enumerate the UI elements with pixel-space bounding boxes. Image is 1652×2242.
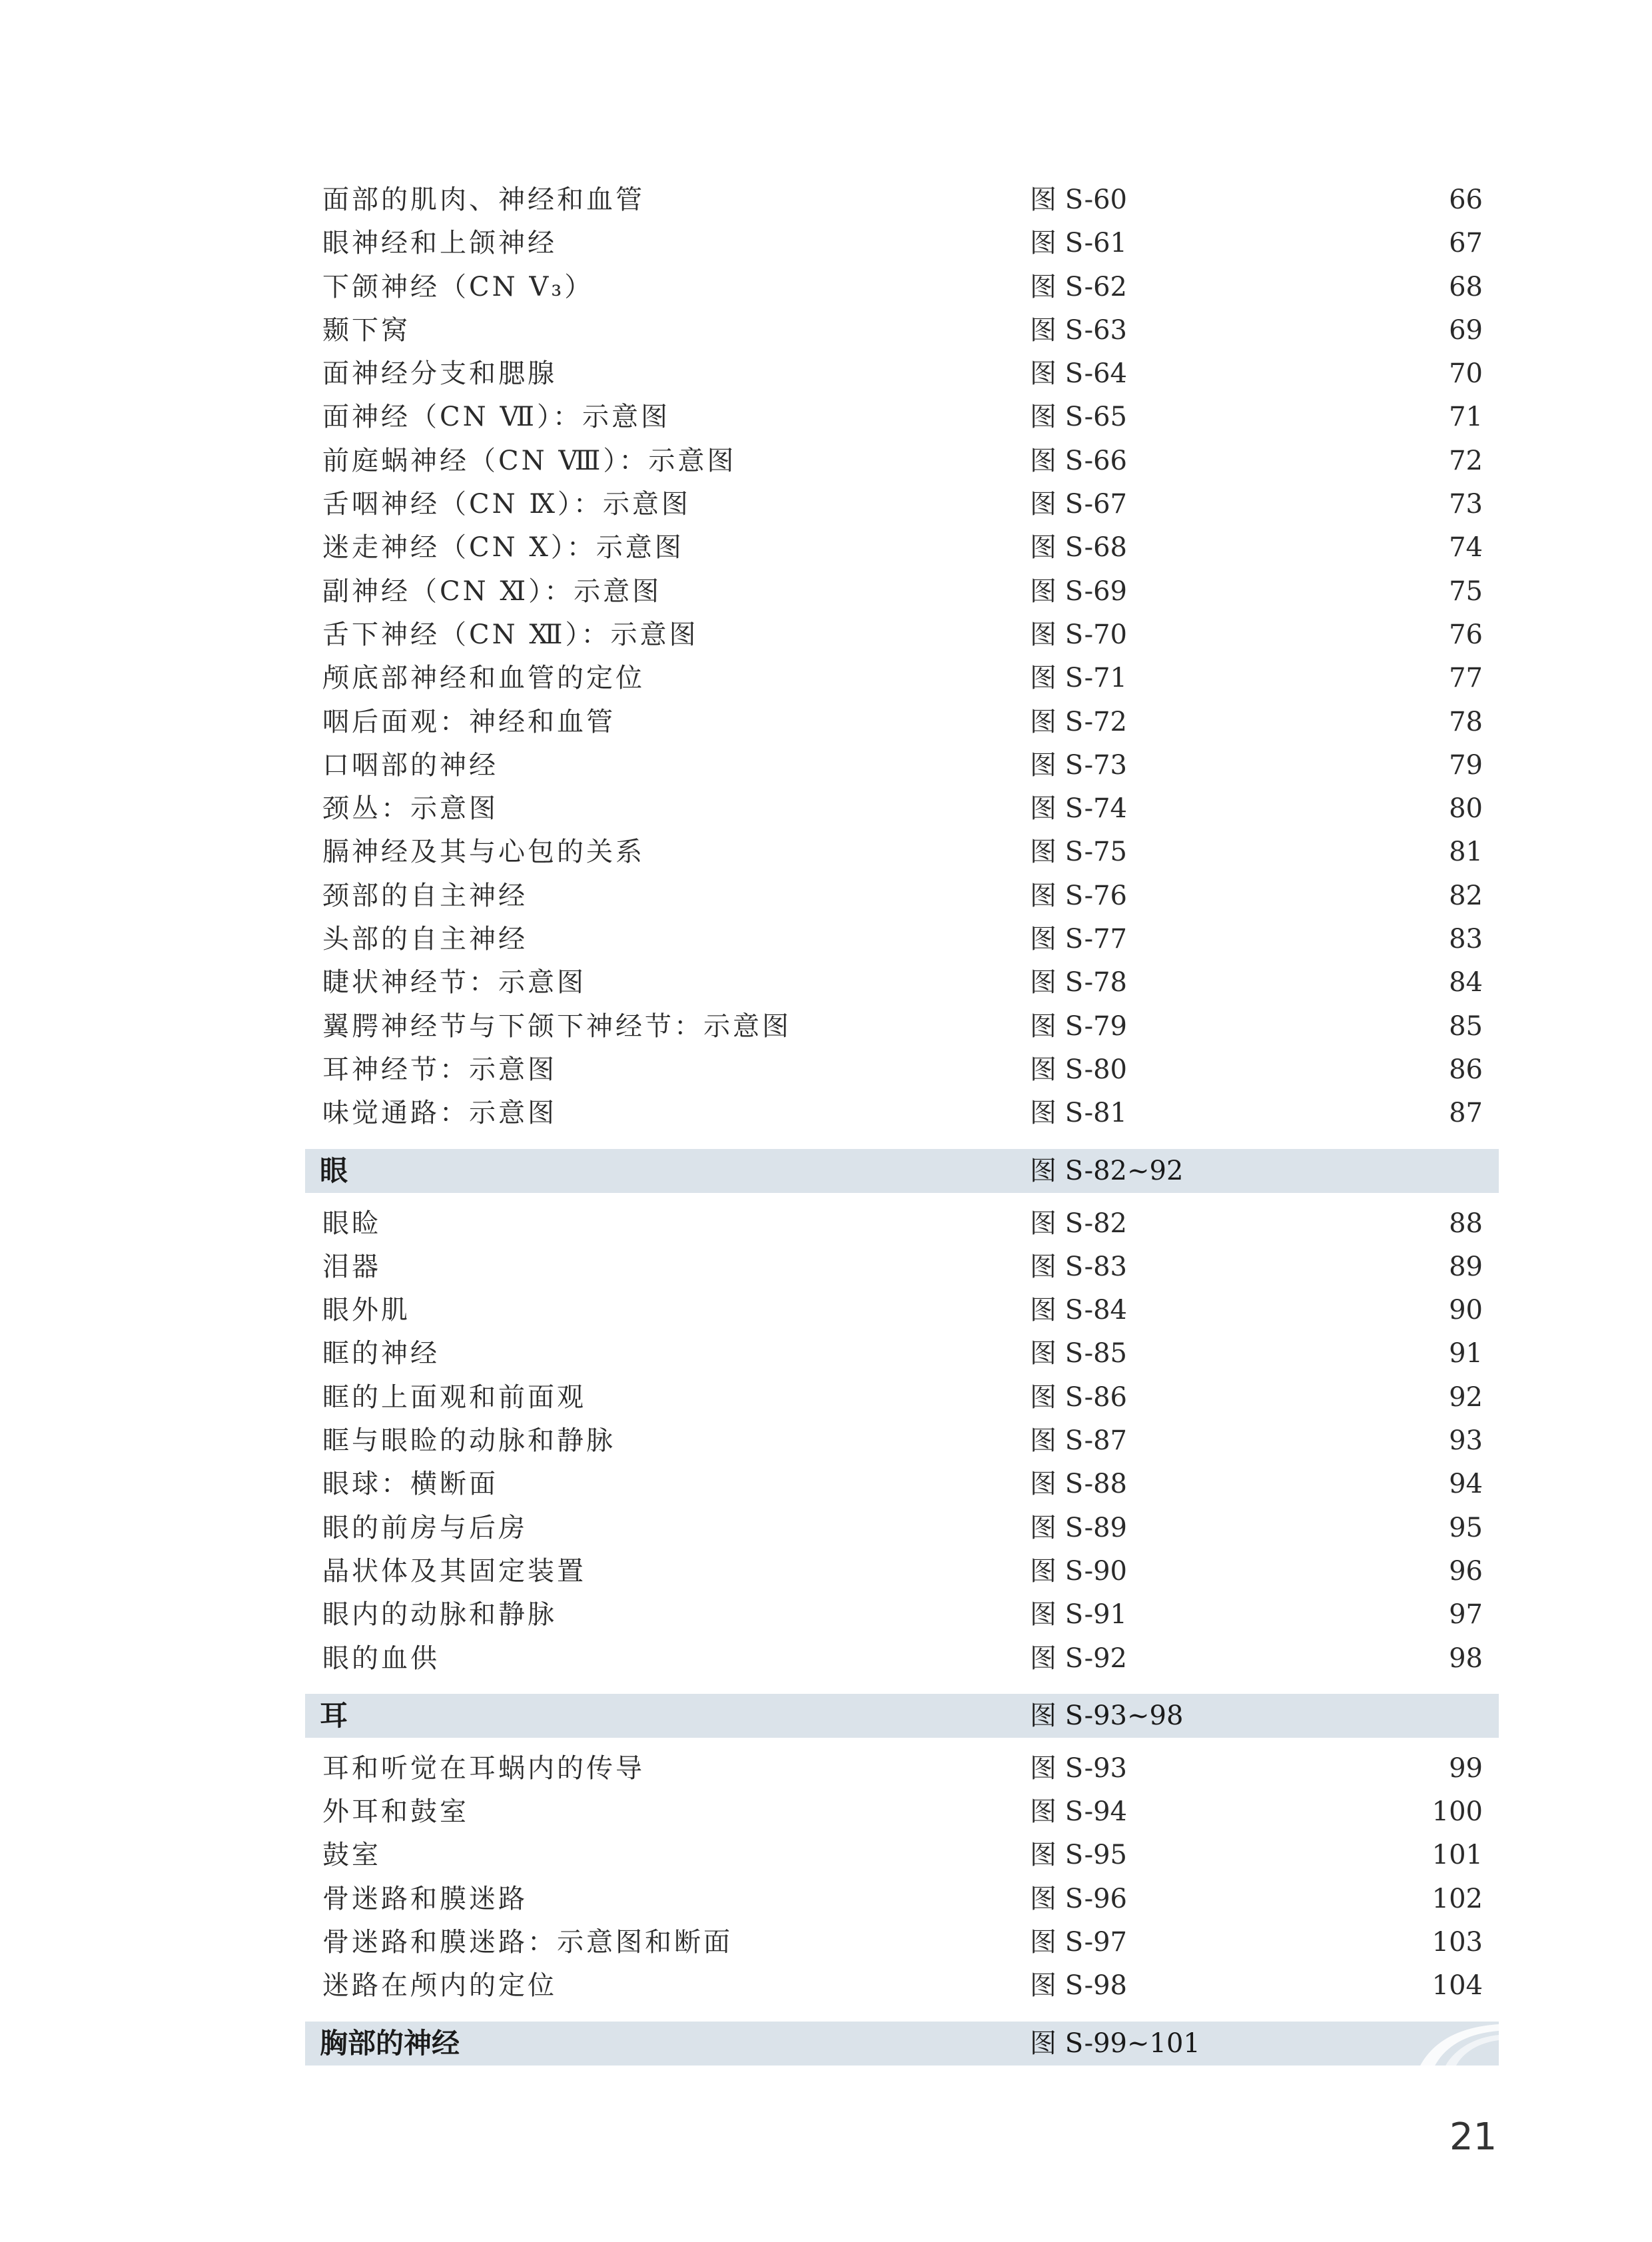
figure-ref: 图 S-88 (1030, 1469, 1127, 1500)
section-title: 眼 (320, 1154, 348, 1187)
figure-ref: 图 S-60 (1030, 185, 1127, 215)
page-ref: 87 (1449, 1098, 1483, 1129)
entry-title: 眶的上面观和前面观 (322, 1381, 586, 1413)
entry-title: 外耳和鼓室 (322, 1796, 469, 1828)
section-header (305, 2022, 1499, 2065)
toc-entry (305, 1376, 1499, 1419)
entry-title: 颈部的自主神经 (322, 880, 528, 911)
figure-ref: 图 S-98 (1030, 1970, 1127, 2002)
toc-entry (305, 222, 1499, 265)
toc-entry (305, 1878, 1499, 1921)
figure-ref: 图 S-90 (1030, 1555, 1127, 1587)
entry-title: 鼓室 (322, 1840, 381, 1871)
page-ref: 70 (1449, 358, 1483, 390)
page-ref: 98 (1449, 1643, 1483, 1674)
page-ref: 86 (1449, 1054, 1483, 1085)
toc-entry (305, 526, 1499, 569)
page-ref: 103 (1432, 1926, 1483, 1958)
figure-ref: 图 S-79 (1030, 1010, 1127, 1042)
page-ref: 80 (1449, 793, 1483, 825)
entry-title: 眶的神经 (322, 1338, 440, 1369)
page-ref: 94 (1449, 1469, 1483, 1500)
page-ref: 89 (1449, 1251, 1483, 1282)
figure-ref: 图 S-92 (1030, 1643, 1127, 1674)
page-ref: 93 (1449, 1425, 1483, 1457)
toc-entry (305, 1463, 1499, 1506)
toc-entry (305, 570, 1499, 613)
figure-ref: 图 S-72 (1030, 706, 1127, 737)
toc-entry (305, 744, 1499, 787)
toc-entry (305, 396, 1499, 439)
toc-entry (305, 657, 1499, 700)
figure-ref: 图 S-76 (1030, 880, 1127, 911)
figure-ref: 图 S-81 (1030, 1098, 1127, 1129)
figure-ref: 图 S-69 (1030, 575, 1127, 607)
page-ref: 69 (1449, 314, 1483, 346)
entry-title: 眼神经和上颌神经 (322, 228, 557, 259)
entry-title: 眶与眼睑的动脉和静脉 (322, 1425, 616, 1457)
page-ref: 88 (1449, 1208, 1483, 1239)
figure-ref: 图 S-86 (1030, 1381, 1127, 1413)
figure-ref: 图 S-66 (1030, 445, 1127, 476)
entry-title: 味觉通路：示意图 (322, 1098, 557, 1129)
figure-ref: 图 S-64 (1030, 358, 1127, 390)
entry-title: 骨迷路和膜迷路：示意图和断面 (322, 1926, 733, 1958)
page-ref: 75 (1449, 575, 1483, 607)
entry-title: 翼腭神经节与下颌下神经节：示意图 (322, 1010, 791, 1042)
entry-title: 眼外肌 (322, 1295, 410, 1326)
entry-title: 颞下窝 (322, 314, 410, 346)
entry-title: 眼的前房与后房 (322, 1512, 528, 1543)
figure-ref: 图 S-85 (1030, 1338, 1127, 1369)
page-ref: 85 (1449, 1010, 1483, 1042)
figure-ref: 图 S-87 (1030, 1425, 1127, 1457)
toc-entry (305, 918, 1499, 961)
toc-entry (305, 831, 1499, 874)
toc-entry (305, 1419, 1499, 1463)
toc-entry (305, 1637, 1499, 1681)
page-ref: 91 (1449, 1338, 1483, 1369)
toc-entry (305, 1005, 1499, 1048)
entry-title: 副神经（CN Ⅺ）：示意图 (322, 575, 662, 607)
page-ref: 99 (1449, 1752, 1483, 1784)
figure-ref: 图 S-91 (1030, 1599, 1127, 1631)
toc-entry (305, 961, 1499, 1004)
page-ref: 95 (1449, 1512, 1483, 1543)
page-ref: 77 (1449, 663, 1483, 694)
toc-entry (305, 1593, 1499, 1637)
figure-ref: 图 S-78 (1030, 967, 1127, 998)
toc-entry (305, 266, 1499, 309)
figure-ref: 图 S-74 (1030, 793, 1127, 825)
page-ref: 66 (1449, 185, 1483, 215)
page-ref: 83 (1449, 924, 1483, 955)
entry-title: 眼球：横断面 (322, 1469, 498, 1500)
toc-entry (305, 1332, 1499, 1375)
toc-entry (305, 1246, 1499, 1289)
entry-title: 舌咽神经（CN Ⅸ）：示意图 (322, 489, 691, 520)
figure-ref: 图 S-68 (1030, 532, 1127, 563)
entry-title: 晶状体及其固定装置 (322, 1555, 586, 1587)
figure-ref: 图 S-67 (1030, 489, 1127, 520)
toc-entry (305, 179, 1499, 222)
toc-entry (305, 613, 1499, 657)
figure-ref: 图 S-70 (1030, 619, 1127, 650)
entry-title: 舌下神经（CN Ⅻ）：示意图 (322, 619, 699, 650)
entry-title: 面部的肌肉、神经和血管 (322, 185, 645, 215)
toc-entry (305, 1202, 1499, 1246)
toc-entry (305, 1507, 1499, 1550)
page-ref: 90 (1449, 1295, 1483, 1326)
page-ref: 97 (1449, 1599, 1483, 1631)
page-ref: 104 (1432, 1970, 1483, 2002)
page-ref: 102 (1432, 1883, 1483, 1914)
section-header (305, 1694, 1499, 1738)
section-title: 胸部的神经 (320, 2026, 460, 2059)
toc-entry (305, 701, 1499, 744)
entry-title: 骨迷路和膜迷路 (322, 1883, 528, 1914)
figure-ref: 图 S-71 (1030, 663, 1127, 694)
entry-title: 眼内的动脉和静脉 (322, 1599, 557, 1631)
entry-title: 面神经分支和腮腺 (322, 358, 557, 390)
page-ref: 79 (1449, 749, 1483, 781)
figure-ref: 图 S-89 (1030, 1512, 1127, 1543)
figure-ref: 图 S-73 (1030, 749, 1127, 781)
toc-entry (305, 309, 1499, 352)
entry-title: 下颌神经（CN V₃） (322, 271, 594, 302)
figure-ref: 图 S-77 (1030, 924, 1127, 955)
figure-ref: 图 S-65 (1030, 402, 1127, 433)
entry-title: 面神经（CN Ⅶ）：示意图 (322, 402, 670, 433)
entry-title: 耳和听觉在耳蜗内的传导 (322, 1752, 645, 1784)
entry-title: 膈神经及其与心包的关系 (322, 837, 645, 868)
figure-ref: 图 S-99~101 (1030, 2028, 1200, 2059)
figure-ref: 图 S-95 (1030, 1840, 1127, 1871)
entry-title: 睫状神经节：示意图 (322, 967, 586, 998)
figure-ref: 图 S-61 (1030, 228, 1127, 259)
page-ref: 73 (1449, 489, 1483, 520)
entry-title: 泪器 (322, 1251, 381, 1282)
figure-ref: 图 S-62 (1030, 271, 1127, 302)
figure-ref: 图 S-80 (1030, 1054, 1127, 1085)
entry-title: 口咽部的神经 (322, 749, 498, 781)
figure-ref: 图 S-83 (1030, 1251, 1127, 1282)
toc-entry (305, 352, 1499, 396)
toc-entry (305, 483, 1499, 526)
figure-ref: 图 S-75 (1030, 837, 1127, 868)
toc-entry (305, 1747, 1499, 1790)
toc-entry (305, 1921, 1499, 1964)
toc-entry (305, 787, 1499, 831)
page-ref: 96 (1449, 1555, 1483, 1587)
entry-title: 眼的血供 (322, 1643, 440, 1674)
entry-title: 颈丛：示意图 (322, 793, 498, 825)
entry-title: 迷走神经（CN Ⅹ）：示意图 (322, 532, 684, 563)
section-title: 耳 (320, 1698, 348, 1732)
figure-ref: 图 S-84 (1030, 1295, 1127, 1326)
entry-title: 眼睑 (322, 1208, 381, 1239)
figure-ref: 图 S-63 (1030, 314, 1127, 346)
page-ref: 92 (1449, 1381, 1483, 1413)
page-ref: 68 (1449, 271, 1483, 302)
entry-title: 咽后面观：神经和血管 (322, 706, 616, 737)
page-ref: 100 (1432, 1796, 1483, 1828)
entry-title: 迷路在颅内的定位 (322, 1970, 557, 2002)
page-ref: 84 (1449, 967, 1483, 998)
section-header (305, 1149, 1499, 1193)
entry-title: 前庭蜗神经（CN Ⅷ）：示意图 (322, 445, 737, 476)
figure-ref: 图 S-82~92 (1030, 1155, 1184, 1186)
entry-title: 耳神经节：示意图 (322, 1054, 557, 1085)
toc-entry (305, 440, 1499, 483)
decorative-swoosh-icon (1392, 2022, 1499, 2065)
page-ref: 76 (1449, 619, 1483, 650)
toc-entry (305, 875, 1499, 918)
figure-ref: 图 S-96 (1030, 1883, 1127, 1914)
toc-entry (305, 1048, 1499, 1092)
table-of-contents (305, 179, 1499, 2075)
figure-ref: 图 S-94 (1030, 1796, 1127, 1828)
figure-ref: 图 S-93 (1030, 1752, 1127, 1784)
toc-entry (305, 1964, 1499, 2008)
figure-ref: 图 S-93~98 (1030, 1700, 1184, 1731)
toc-entry (305, 1550, 1499, 1593)
figure-ref: 图 S-97 (1030, 1926, 1127, 1958)
page-ref: 72 (1449, 445, 1483, 476)
page-ref: 82 (1449, 880, 1483, 911)
toc-entry (305, 1790, 1499, 1834)
toc-entry (305, 1092, 1499, 1135)
page-ref: 74 (1449, 532, 1483, 563)
entry-title: 头部的自主神经 (322, 924, 528, 955)
page-number: 21 (1449, 2115, 1497, 2159)
toc-entry (305, 1289, 1499, 1332)
toc-entry (305, 1834, 1499, 1877)
page-ref: 101 (1432, 1840, 1483, 1871)
page-ref: 67 (1449, 228, 1483, 259)
figure-ref: 图 S-82 (1030, 1208, 1127, 1239)
page-ref: 81 (1449, 837, 1483, 868)
page-ref: 78 (1449, 706, 1483, 737)
page-ref: 71 (1449, 402, 1483, 433)
entry-title: 颅底部神经和血管的定位 (322, 663, 645, 694)
